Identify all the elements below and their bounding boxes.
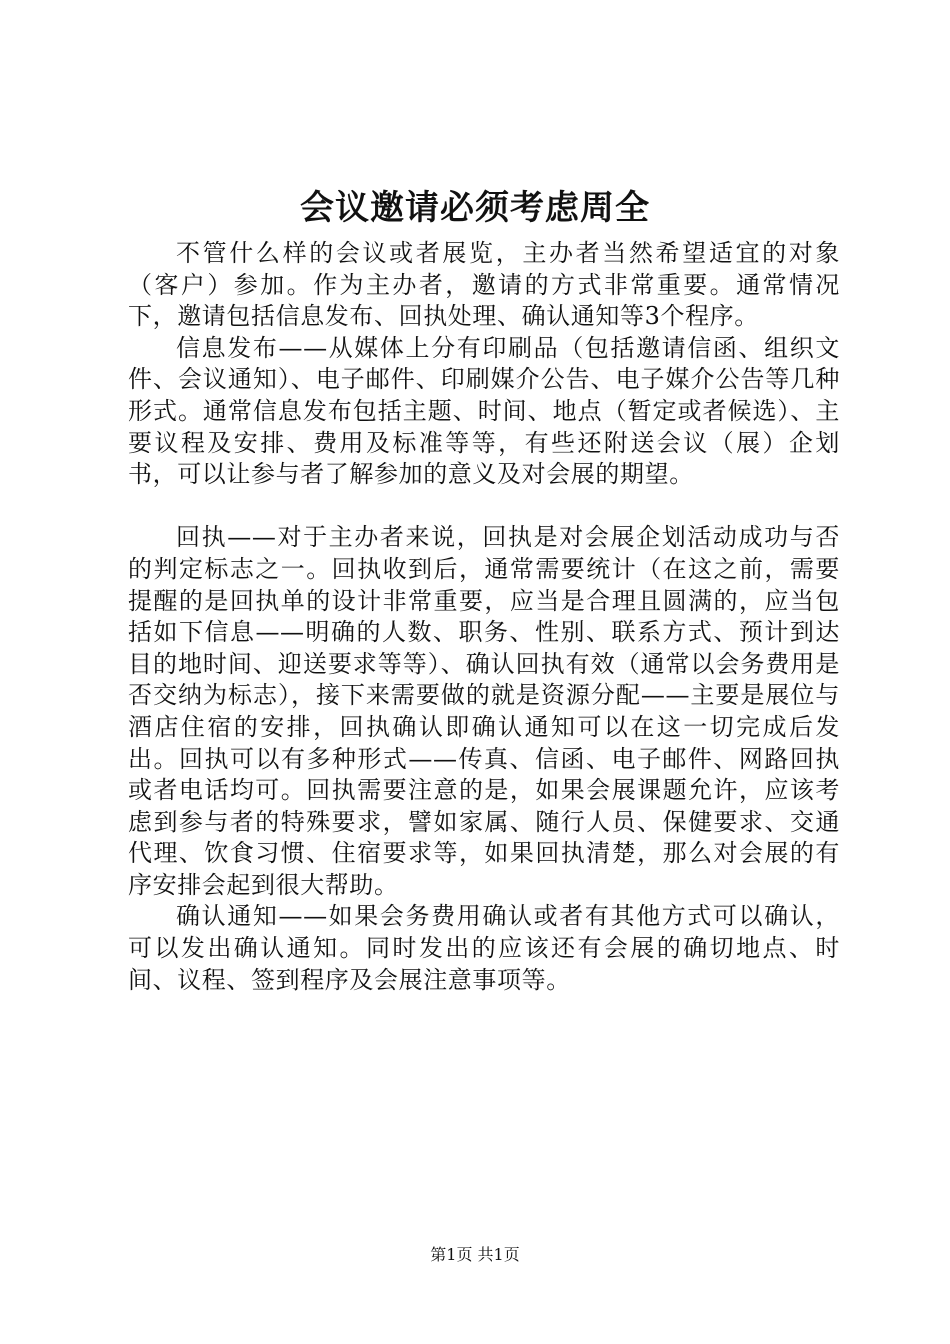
paragraph-info-release: 信息发布——从媒体上分有印刷品（包括邀请信函、组织文件、会议通知）、电子邮件、印刷媒介公告、电子媒介公告等几种形式。通常信息发布包括主题、时间、地点（暂定或者候选）、主要议程及安排、费用及标准等等，有些还附送会议（展）企划书，可以让参与者了解参加的意义及对会展的期望。 bbox=[128, 333, 840, 489]
paragraph-confirmation: 确认通知——如果会务费用确认或者有其他方式可以确认，可以发出确认通知。同时发出的应该还有会展的确切地点、时间、议程、签到程序及会展注意事项等。 bbox=[128, 902, 840, 994]
page-footer: 第1页 共1页 bbox=[430, 1245, 520, 1264]
paragraph-receipt: 回执——对于主办者来说，回执是对会展企划活动成功与否的判定标志之一。回执收到后，通常需要统计（在这之前，需要提醒的是回执单的设计非常重要，应当是合理且圆满的，应当包括如下信息——明确的人数、职务、性别、联系方式、预计到达目的地时间、迎送要求等等）、确认回执有效（通常以会务费用是否交纳为标志），接下来需要做的就是资源分配——主要是展位与酒店住宿的安排，回执确认即确认通知可以在这一切完成后发出。回执可以有多种形式——传真、信函、电子邮件、网路回执或者电话均可。回执需要注意的是，如果会展课题允许，应该考虑到参与者的特殊要求，譬如家属、随行人员、保健要求、交通代理、饮食习惯、住宿要求等，如果回执清楚，那么对会展的有序安排会起到很大帮助。 bbox=[128, 523, 840, 899]
paragraph-intro: 不管什么样的会议或者展览，主办者当然希望适宜的对象（客户）参加。作为主办者，邀请的方式非常重要。通常情况下，邀请包括信息发布、回执处理、确认通知等3个程序。 bbox=[128, 239, 840, 331]
document-body bbox=[128, 238, 840, 996]
document-title: 会议邀请必须考虑周全 bbox=[300, 188, 650, 228]
